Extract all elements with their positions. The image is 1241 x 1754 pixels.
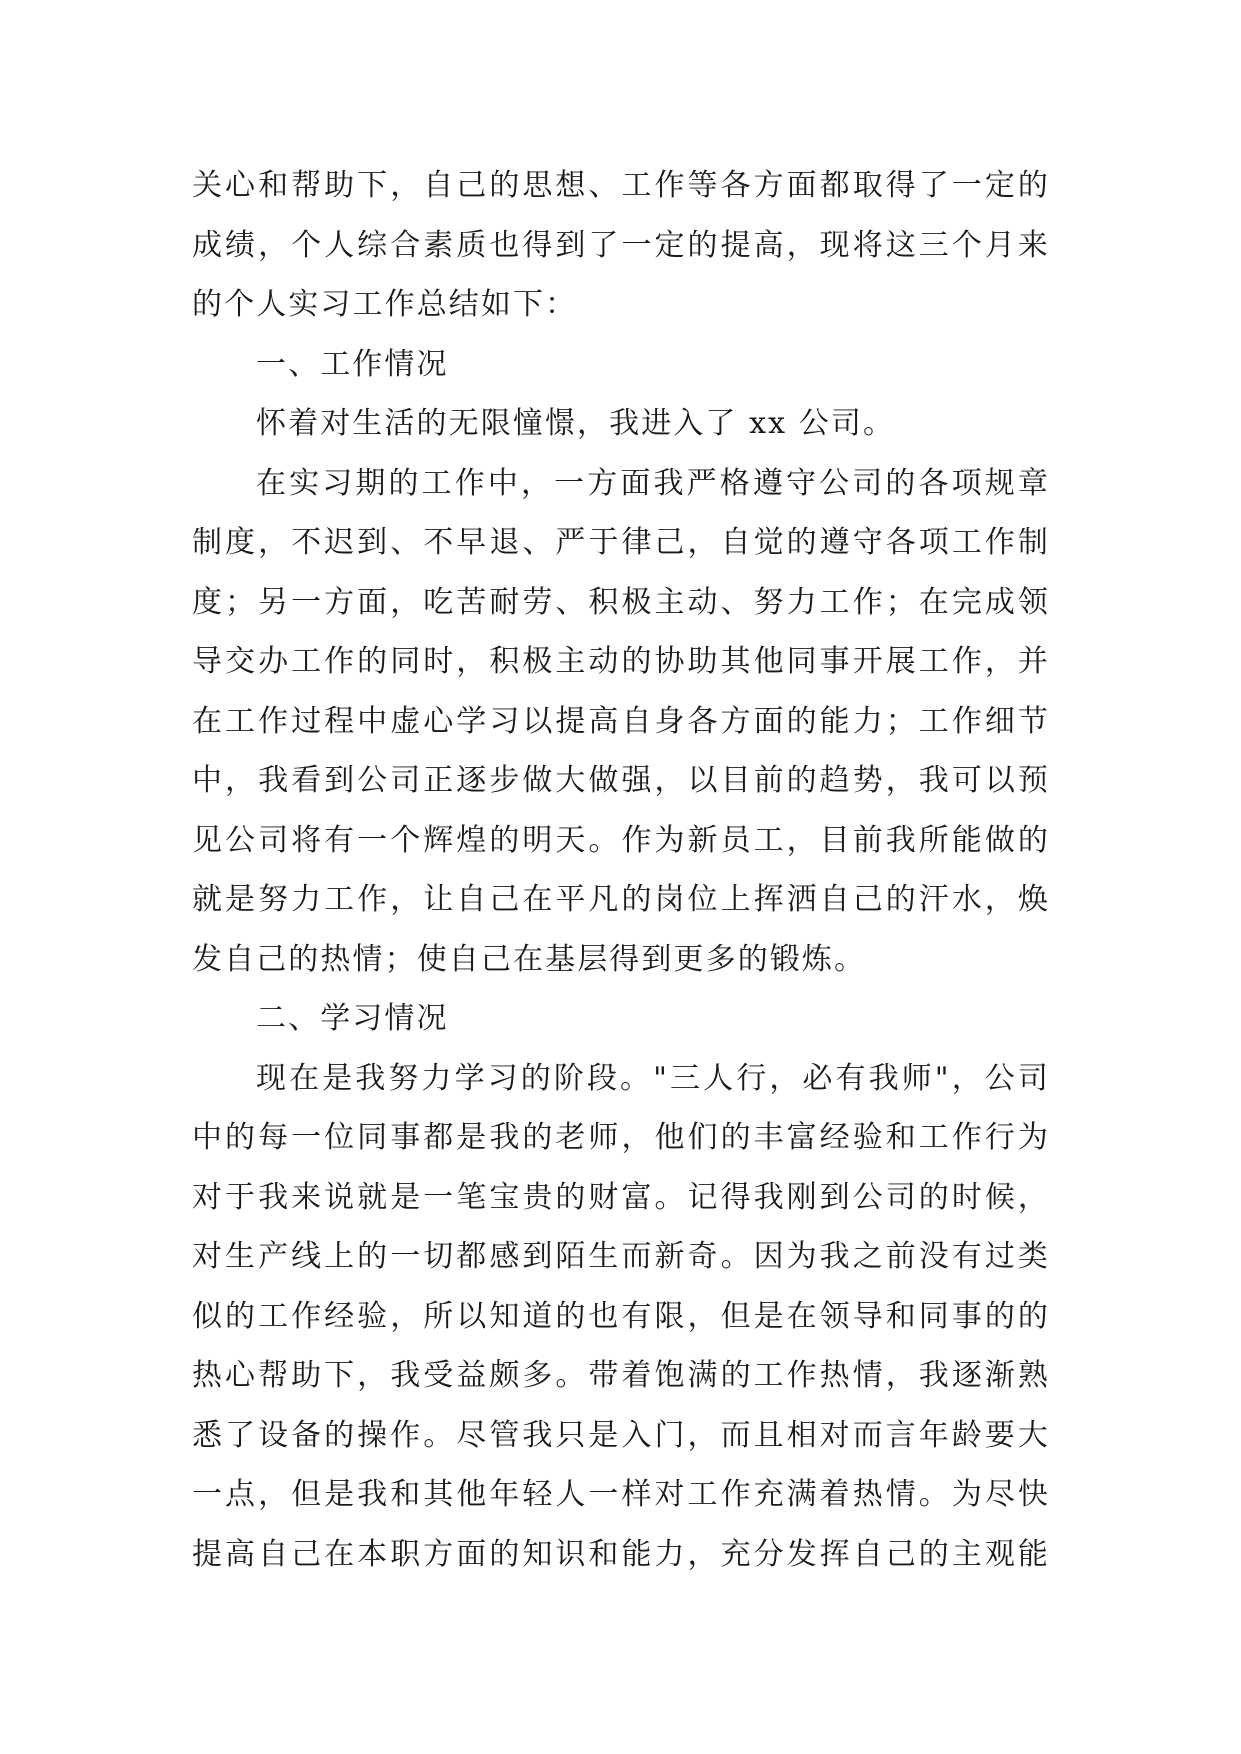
body-line: 现在是我努力学习的阶段。"三人行，必有我师"，公司 [256,1060,1050,1096]
body-line: 悉了设备的操作。尽管我只是入门，而且相对而言年龄要大 [192,1417,1050,1453]
body-line: 提高自己在本职方面的知识和能力，充分发挥自己的主观能 [192,1536,1050,1572]
body-line: 怀着对生活的无限憧憬，我进入了 xx 公司。 [256,406,896,441]
section-heading-work: 一、工作情况 [256,346,449,382]
body-line: 的个人实习工作总结如下： [192,287,578,322]
body-line: 导交办工作的同时，积极主动的协助其他同事开展工作，并 [192,644,1050,679]
body-line: 对生产线上的一切都感到陌生而新奇。因为我之前没有过类 [192,1239,1050,1274]
body-line: 度；另一方面，吃苦耐劳、积极主动、努力工作；在完成领 [192,584,1050,620]
body-line: 对于我来说就是一笔宝贵的财富。记得我刚到公司的时候， [192,1179,1050,1215]
body-line: 似的工作经验，所以知道的也有限，但是在领导和同事的的 [192,1298,1050,1334]
document-body [192,156,1050,1584]
body-line: 制度，不迟到、不早退、严于律己，自觉的遵守各项工作制 [192,525,1050,560]
body-line: 一点，但是我和其他年轻人一样对工作充满着热情。为尽快 [192,1477,1050,1512]
body-line: 成绩，个人综合素质也得到了一定的提高，现将这三个月来 [192,227,1050,263]
body-line: 关心和帮助下，自己的思想、工作等各方面都取得了一定的 [192,168,1050,203]
section-heading-study: 二、学习情况 [256,1001,449,1036]
body-line: 发自己的热情；使自己在基层得到更多的锻炼。 [192,941,867,977]
body-line: 在实习期的工作中，一方面我严格遵守公司的各项规章 [256,465,1050,501]
body-line: 中的每一位同事都是我的老师，他们的丰富经验和工作行为 [192,1120,1050,1155]
body-line: 中，我看到公司正逐步做大做强，以目前的趋势，我可以预 [192,763,1050,798]
body-line: 在工作过程中虚心学习以提高自身各方面的能力；工作细节 [192,703,1050,739]
body-line: 就是努力工作，让自己在平凡的岗位上挥洒自己的汗水，焕 [192,882,1050,917]
body-line: 热心帮助下，我受益颇多。带着饱满的工作热情，我逐渐熟 [192,1358,1050,1393]
body-line: 见公司将有一个辉煌的明天。作为新员工，目前我所能做的 [192,822,1050,858]
